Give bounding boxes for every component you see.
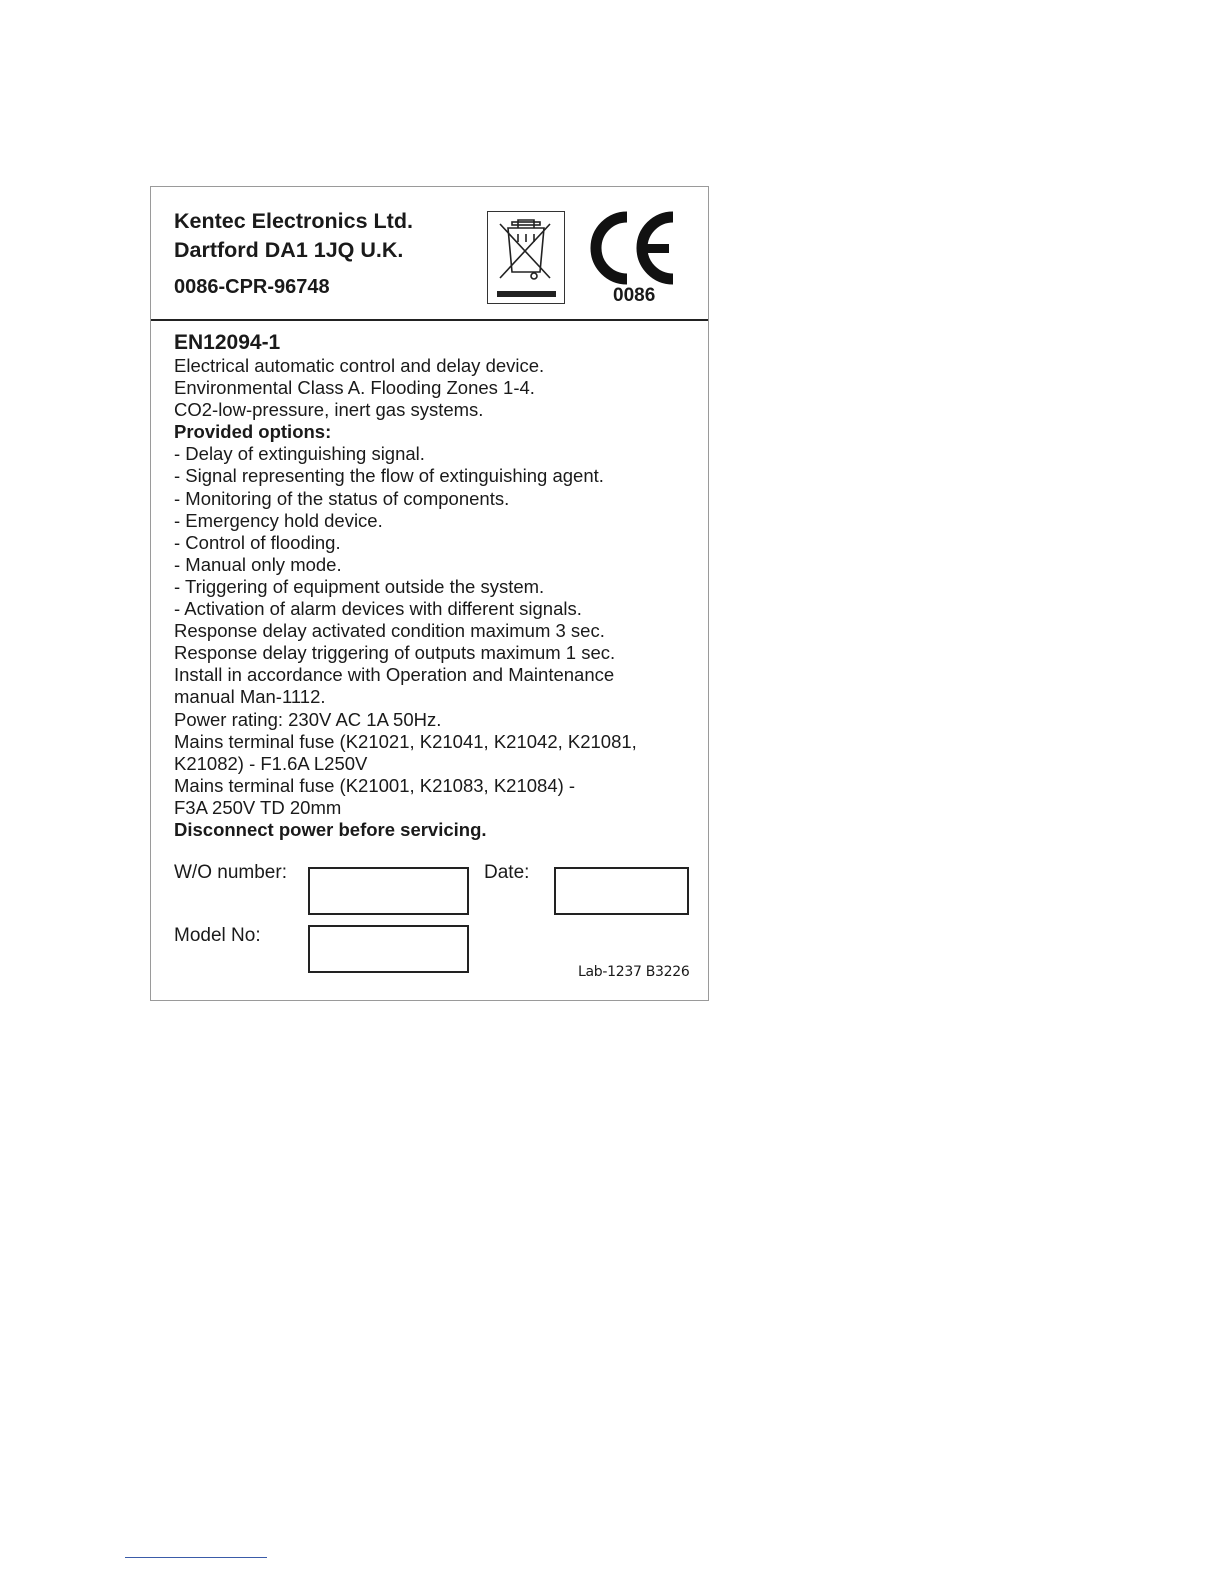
model-number-label: Model No: xyxy=(174,925,261,946)
wo-number-box xyxy=(308,867,469,915)
option-item: - Monitoring of the status of components. xyxy=(174,487,510,509)
ce-mark-icon xyxy=(587,211,677,286)
label-body xyxy=(174,331,704,841)
spec-line: Mains terminal fuse (K21021, K21041, K21042, K21081, xyxy=(174,730,637,752)
weee-crossed-bin-icon xyxy=(487,211,565,304)
spec-line: Response delay activated condition maximum 3 sec. xyxy=(174,620,605,642)
option-item: - Manual only mode. xyxy=(174,553,342,575)
options-heading: Provided options: xyxy=(174,421,332,443)
description-line: CO2-low-pressure, inert gas systems. xyxy=(174,399,484,421)
cpr-number: 0086-CPR-96748 xyxy=(174,276,330,298)
description-line: Environmental Class A. Flooding Zones 1-4. xyxy=(174,377,535,399)
option-item: - Control of flooding. xyxy=(174,531,341,553)
standard-number: EN12094-1 xyxy=(174,331,281,354)
option-item: - Triggering of equipment outside the system. xyxy=(174,575,545,597)
footnote-separator xyxy=(125,1557,267,1558)
spec-line: F3A 250V TD 20mm xyxy=(174,796,342,818)
spec-line: K21082) - F1.6A L250V xyxy=(174,752,368,774)
option-item: - Signal representing the flow of extinguishing agent. xyxy=(174,465,604,487)
spec-line: Mains terminal fuse (K21001, K21083, K21084) - xyxy=(174,774,576,796)
product-rating-label xyxy=(150,186,709,1001)
description-line: Electrical automatic control and delay device. xyxy=(174,355,545,376)
spec-line: Power rating: 230V AC 1A 50Hz. xyxy=(174,708,442,730)
wo-number-label: W/O number: xyxy=(174,862,287,883)
spec-line: Response delay triggering of outputs maximum 1 sec. xyxy=(174,642,616,664)
label-reference: Lab-1237 B3226 xyxy=(578,964,690,980)
option-item: - Delay of extinguishing signal. xyxy=(174,443,425,465)
company-address: Dartford DA1 1JQ U.K. xyxy=(174,238,404,262)
service-warning: Disconnect power before servicing. xyxy=(174,818,487,840)
notified-body-number: 0086 xyxy=(613,285,656,306)
company-name: Kentec Electronics Ltd. xyxy=(174,209,413,233)
date-box xyxy=(554,867,689,915)
option-item: - Emergency hold device. xyxy=(174,509,383,531)
spec-line: Install in accordance with Operation and Maintenance xyxy=(174,664,615,686)
date-label: Date: xyxy=(484,862,530,883)
model-number-box xyxy=(308,925,469,973)
option-item: - Activation of alarm devices with different signals. xyxy=(174,598,582,620)
spec-line: manual Man-1112. xyxy=(174,686,326,708)
divider xyxy=(151,319,708,321)
manufacturer-address xyxy=(174,207,413,265)
